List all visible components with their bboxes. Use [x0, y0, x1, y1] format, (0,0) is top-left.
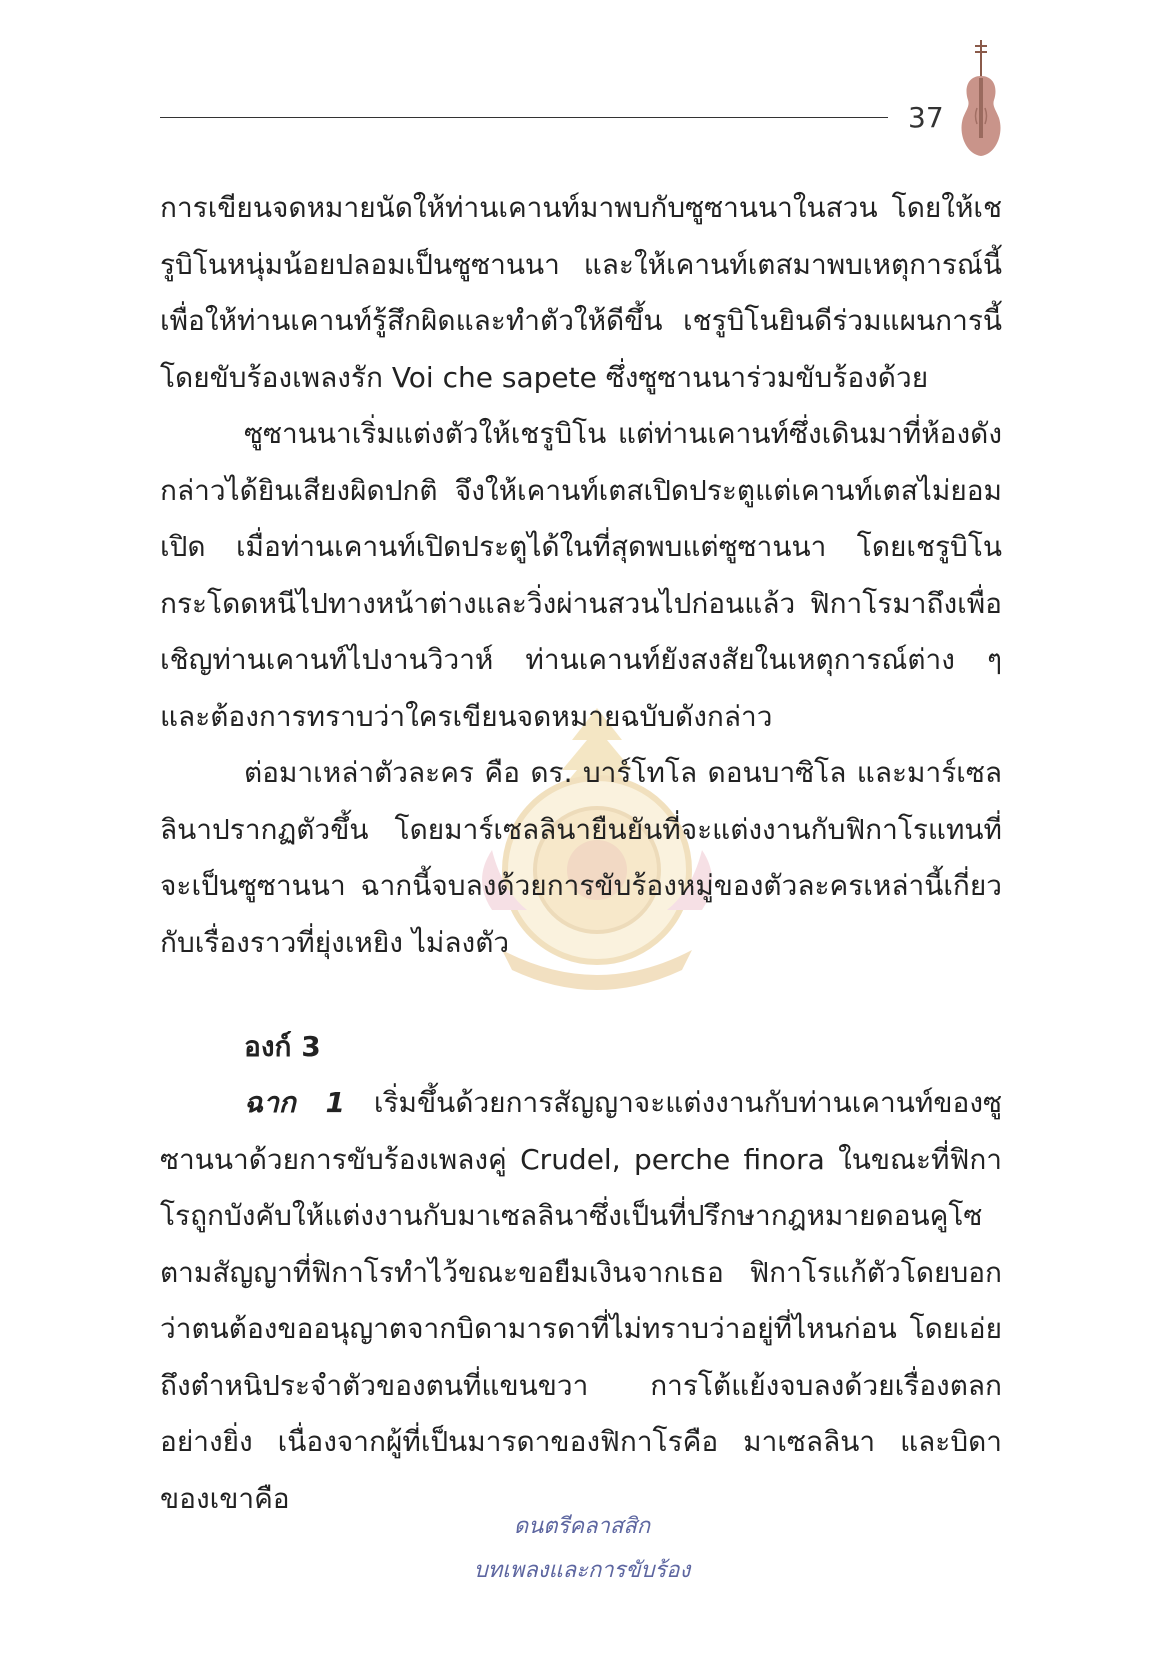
- paragraph-text: เริ่มขึ้นด้วยการสัญญาจะแต่งงานกับท่านเคานท์ของซูซานนาด้วยการขับร้องเพลงคู่ Crudel, perche finora ในขณะที่ฟิกาโรถูกบังคับให้แต่งงานกับมาเซลลินาซึ่งเป็นที่ปรึกษากฎหมายดอนคูโซตามสัญญาที่ฟิกาโรทำไว้ขณะขอยืมเงินจากเธอ ฟิกาโรแก้ตัวโดยบอกว่าตนต้องขออนุญาตจากบิดามารดาที่ไม่ทราบว่าอยู่ที่ไหนก่อน โดยเอ่ยถึงตำหนิประจำตัวของตนที่แขนขวา การโต้แย้งจบลงด้วยเรื่องตลกอย่างยิ่ง เนื่องจากผู้ที่เป็นมารดาของฟิกาโรคือ มาเซลลินา และบิดาของเขาคือ: [160, 1086, 1002, 1515]
- paragraph: ต่อมาเหล่าตัวละคร คือ ดร. บาร์โทโล ดอนบาซิโล และมาร์เซลลินาปรากฏตัวขึ้น โดยมาร์เซลลินายืนยันที่จะแต่งงานกับฟิกาโรแทนที่จะเป็นซูซานนา ฉากนี้จบลงด้วยการขับร้องหมู่ของตัวละครเหล่านี้เกี่ยวกับเรื่องราวที่ยุ่งเหยิง ไม่ลงตัว: [160, 756, 1002, 959]
- page-number: 37: [908, 101, 944, 134]
- paragraph: ซูซานนาเริ่มแต่งตัวให้เชรูบิโน แต่ท่านเคานท์ซึ่งเดินมาที่ห้องดังกล่าวได้ยินเสียงผิดปกติ จึงให้เคานท์เตสเปิดประตูแต่เคานท์เตสไม่ยอมเปิด เมื่อท่านเคานท์เปิดประตูได้ในที่สุดพบแต่ซูซานนา โดยเชรูบิโนกระโดดหนีไปทางหน้าต่างและวิ่งผ่านสวนไปก่อนแล้ว ฟิกาโรมาถึงเพื่อเชิญท่านเคานท์ไปงานวิวาห์ ท่านเคานท์ยังสงสัยในเหตุการณ์ต่าง ๆ และต้องการทราบว่าใครเขียนจดหมายฉบับดังกล่าว: [160, 417, 1002, 733]
- section-heading: องก์ 3: [244, 1030, 321, 1063]
- body-text: [160, 180, 1002, 1527]
- scene-label: ฉาก 1: [244, 1086, 345, 1119]
- paragraph: [160, 1075, 1002, 1527]
- footer-subtitle: บทเพลงและการขับร้อง: [473, 1558, 691, 1583]
- header-rule: [160, 117, 888, 118]
- violin-icon: [950, 38, 1012, 162]
- footer-title: ดนตรีคลาสสิก: [513, 1514, 651, 1539]
- paragraph: การเขียนจดหมายนัดให้ท่านเคานท์มาพบกับซูซานนาในสวน โดยให้เชรูบิโนหนุ่มน้อยปลอมเป็นซูซานนา และให้เคานท์เตสมาพบเหตุการณ์นี้ เพื่อให้ท่านเคานท์รู้สึกผิดและทำตัวให้ดีขึ้น เชรูบิโนยินดีร่วมแผนการนี้โดยขับร้องเพลงรัก Voi che sapete ซึ่งซูซานนาร่วมขับร้องด้วย: [160, 191, 1002, 394]
- section-spacer: [160, 971, 1002, 1019]
